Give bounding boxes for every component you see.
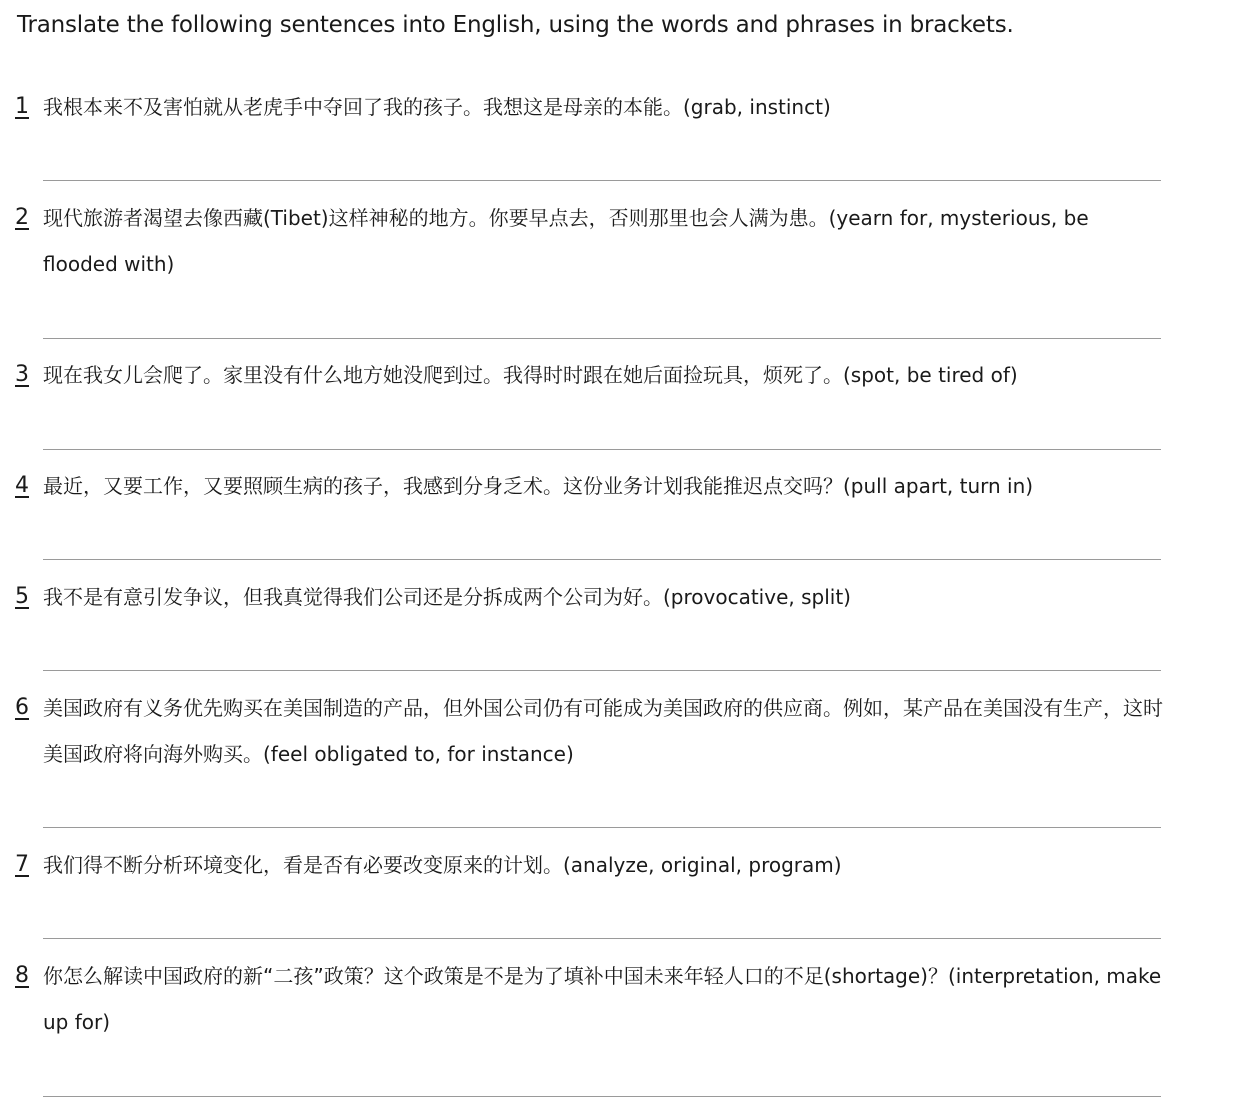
answer-line-2[interactable]: [43, 338, 1161, 339]
instruction-text: Translate the following sentences into English, using the words and phrases in brackets.: [17, 12, 1014, 38]
item-prompt: 我根本来不及害怕就从老虎手中夺回了我的孩子。我想这是母亲的本能。(grab, instinct): [43, 95, 831, 119]
item-prompt: 现在我女儿会爬了。家里没有什么地方她没爬到过。我得时时跟在她后面捡玩具，烦死了。(spot, be tired of): [43, 363, 1018, 387]
answer-line-3[interactable]: [43, 449, 1161, 450]
item-number: 6: [15, 695, 29, 720]
item-prompt: 我不是有意引发争议，但我真觉得我们公司还是分拆成两个公司为好。(provocative, split): [43, 585, 851, 609]
item-number: 4: [15, 473, 29, 498]
answer-line-7[interactable]: [43, 938, 1161, 939]
answer-line-1[interactable]: [43, 180, 1161, 181]
item-number: 3: [15, 362, 29, 387]
item-number: 1: [15, 94, 29, 119]
item-prompt: 现代旅游者渴望去像西藏(Tibet)这样神秘的地方。你要早点去，否则那里也会人满为患。(yearn for, mysterious, be flooded with): [43, 206, 1089, 276]
item-number: 7: [15, 852, 29, 877]
item-number: 2: [15, 205, 29, 230]
item-prompt: 最近，又要工作，又要照顾生病的孩子，我感到分身乏术。这份业务计划我能推迟点交吗？(pull apart, turn in): [43, 474, 1034, 498]
item-prompt: 美国政府有义务优先购买在美国制造的产品，但外国公司仍有可能成为美国政府的供应商。例如，某产品在美国没有生产，这时美国政府将向海外购买。(feel obligated to, for instance): [43, 696, 1163, 766]
answer-line-6[interactable]: [43, 827, 1161, 828]
answer-line-5[interactable]: [43, 670, 1161, 671]
item-prompt: 你怎么解读中国政府的新“二孩”政策？这个政策是不是为了填补中国未来年轻人口的不足(shortage)？(interpretation, make up for): [43, 964, 1162, 1034]
item-number: 8: [15, 963, 29, 988]
answer-line-8[interactable]: [43, 1096, 1161, 1097]
answer-line-4[interactable]: [43, 559, 1161, 560]
item-prompt: 我们得不断分析环境变化，看是否有必要改变原来的计划。(analyze, original, program): [43, 853, 842, 877]
item-number: 5: [15, 584, 29, 609]
